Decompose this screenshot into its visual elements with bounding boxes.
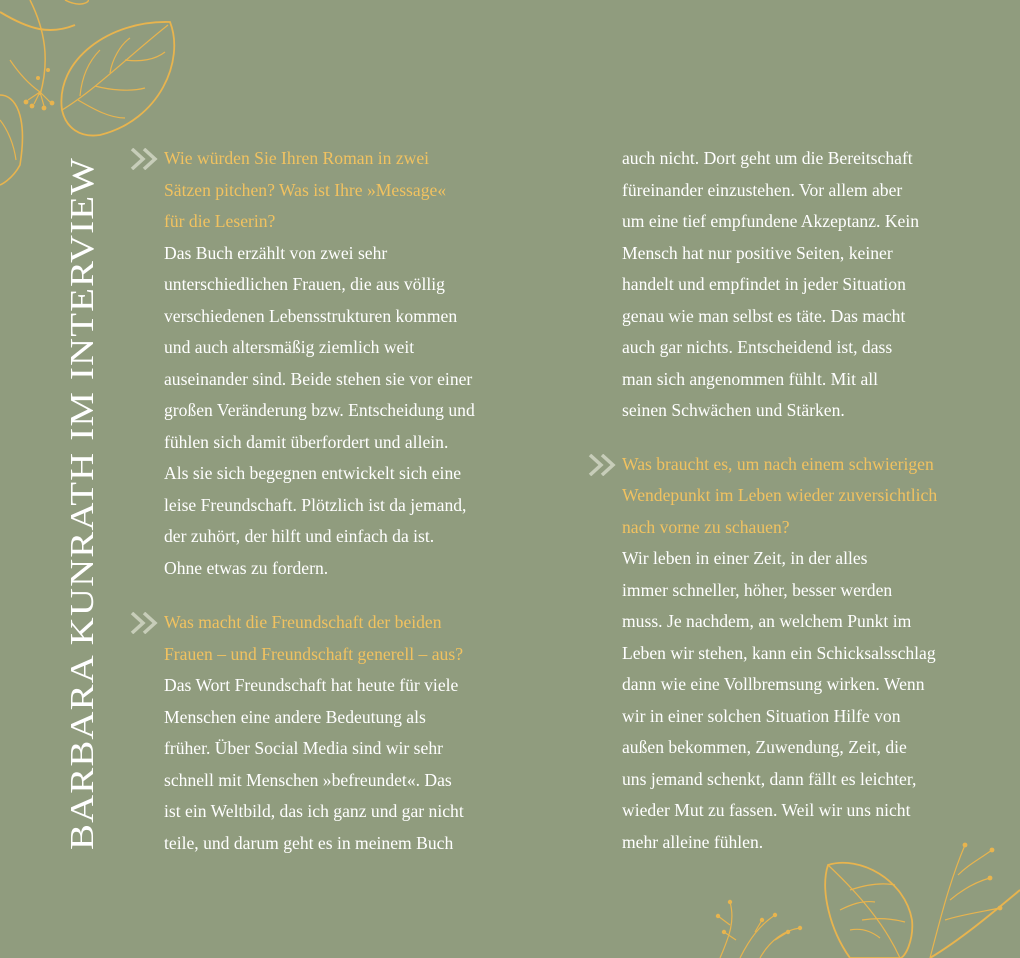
answer-line: mehr alleine fühlen. xyxy=(622,831,764,852)
answer-line: schnell mit Menschen »befreundet«. Das xyxy=(164,769,452,790)
question-line: Was macht die Freundschaft der beiden xyxy=(164,612,442,632)
answer-line: handelt und empfindet in jeder Situation xyxy=(622,274,906,294)
vertical-title xyxy=(59,0,103,958)
vertical-title-text: BARBARA KUNRATH IM INTERVIEW xyxy=(64,243,101,850)
question-line: für die Leserin? xyxy=(164,211,276,231)
answer-line: auch gar nichts. Entscheidend ist, dass xyxy=(622,337,893,357)
question-line: Was braucht es, um nach einem schwierigen xyxy=(622,453,934,474)
answer-line: um eine tief empfundene Akzeptanz. Kein xyxy=(622,211,920,231)
answer-line: Wir leben in einer Zeit, in der alles xyxy=(622,548,868,568)
interview-column-left xyxy=(164,143,544,859)
qa-block-2-continued xyxy=(622,143,1007,427)
answer-line: Das Wort Freundschaft hat heute für viele xyxy=(164,675,459,695)
answer-line: auseinander sind. Beide stehen sie vor einer xyxy=(164,368,473,389)
interview-column-right xyxy=(622,143,1007,858)
qa-block-1 xyxy=(164,143,544,584)
question-line: Wendepunkt im Leben wieder zuversichtlich xyxy=(622,485,938,505)
answer-line: fühlen sich damit überfordert und allein. xyxy=(164,431,449,452)
qa-block-3 xyxy=(622,449,1007,859)
answer-line: man sich angenommen fühlt. Mit all xyxy=(622,368,879,389)
answer-line: Menschen eine andere Bedeutung als xyxy=(164,706,426,727)
answer-line: ist ein Weltbild, das ich ganz und gar nicht xyxy=(164,801,464,821)
answer-line: leise Freundschaft. Plötzlich ist da jemand, xyxy=(164,494,467,515)
question-line: Wie würden Sie Ihren Roman in zwei xyxy=(164,148,430,168)
answer-line: verschiedenen Lebensstrukturen kommen xyxy=(164,305,458,326)
answer-line: wieder Mut zu fassen. Weil wir uns nicht xyxy=(622,800,911,820)
answer-line: Ohne etwas zu fordern. xyxy=(164,557,329,578)
question-line: Sätzen pitchen? Was ist Ihre »Message« xyxy=(164,179,447,200)
question-line: nach vorne zu schauen? xyxy=(622,516,790,537)
answer-line: Mensch hat nur positive Seiten, keiner xyxy=(622,242,893,263)
answer-line: genau wie man selbst es täte. Das macht xyxy=(622,305,906,326)
answer-line: füreinander einzustehen. Vor allem aber xyxy=(622,179,903,200)
answer-line: Das Buch erzählt von zwei sehr xyxy=(164,242,388,263)
answer-line: immer schneller, höher, besser werden xyxy=(622,579,893,600)
answer-line: auch nicht. Dort geht um die Bereitschaft xyxy=(622,148,913,168)
answer-line: uns jemand schenkt, dann fällt es leichter, xyxy=(622,768,917,789)
answer-line: großen Veränderung bzw. Entscheidung und xyxy=(164,400,475,420)
answer-line: teile, und darum geht es in meinem Buch xyxy=(164,832,454,853)
answer-line: unterschiedlichen Frauen, die aus völlig xyxy=(164,274,445,294)
answer-line: dann wie eine Vollbremsung wirken. Wenn xyxy=(622,674,925,694)
answer-line: seinen Schwächen und Stärken. xyxy=(622,400,845,420)
answer-line: Als sie sich begegnen entwickelt sich eine xyxy=(164,463,462,483)
answer-line: wir in einer solchen Situation Hilfe von xyxy=(622,705,901,726)
answer-line: muss. Je nachdem, an welchem Punkt im xyxy=(622,611,912,631)
double-chevron-icon xyxy=(130,612,162,634)
answer-line: Leben wir stehen, kann ein Schicksalsschlag xyxy=(622,642,936,663)
answer-line: früher. Über Social Media sind wir sehr xyxy=(164,738,443,758)
answer-line: der zuhört, der hilft und einfach da ist. xyxy=(164,526,435,546)
qa-block-2 xyxy=(164,607,544,859)
answer-line: und auch altersmäßig ziemlich weit xyxy=(164,337,415,357)
double-chevron-icon xyxy=(588,454,620,476)
question-line: Frauen – und Freundschaft generell – aus? xyxy=(164,643,463,664)
answer-line: außen bekommen, Zuwendung, Zeit, die xyxy=(622,737,907,757)
double-chevron-icon xyxy=(130,148,162,170)
